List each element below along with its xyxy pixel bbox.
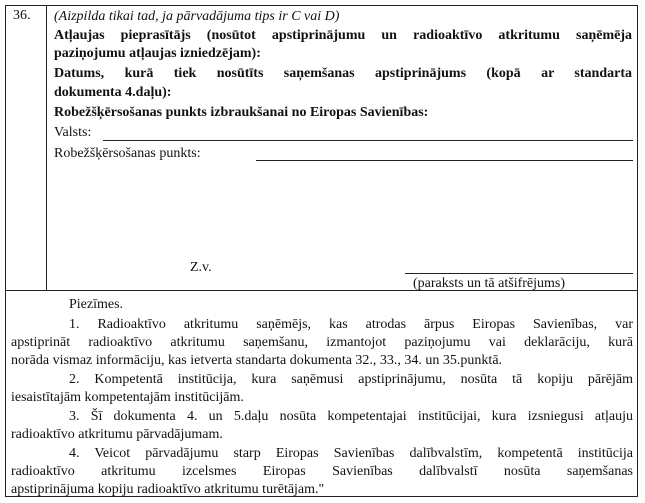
- note-3-line2: radioaktīvo atkritumu pārvadājumam.: [11, 427, 223, 442]
- border-point-field-line[interactable]: [256, 160, 633, 161]
- date-line1: Datums, kurā tiek nosūtīts saņemšanas apstiprinājums (kopā ar standarta: [54, 66, 632, 81]
- signature-caption: (paraksts un tā atšifrējums): [413, 276, 566, 291]
- date-line2: dokumenta 4.daļu):: [54, 85, 172, 100]
- note-2-line1: 2. Kompetentā institūcija, kura saņēmusi apstiprinājumu, nosūta tā kopiju pārējām: [69, 372, 633, 387]
- seal-label: Z.v.: [190, 260, 212, 275]
- permit-requester-line2: paziņojumu atļaujas izniedzējam):: [54, 46, 261, 61]
- note-3-line1: 3. Šī dokumenta 4. un 5.daļu nosūta kompetentajai institūcijai, kura izsniegusi atļauju: [69, 409, 633, 424]
- fill-instruction: (Aizpilda tikai tad, ja pārvadājuma tips ir C vai D): [54, 9, 340, 24]
- note-4-line3: apstiprinājuma kopiju radioaktīvo atkritumu turētājam.": [11, 482, 325, 497]
- notes-title: Piezīmes.: [69, 297, 124, 312]
- border-point-heading: Robežšķērsošanas punkts izbraukšanai no Eiropas Savienības:: [54, 105, 429, 120]
- number-column-divider: [46, 5, 47, 290]
- signature-line[interactable]: [405, 273, 633, 274]
- note-4-line1: 4. Veicot pārvadājumu starp Eiropas Savienības dalībvalstīm, kompetentā institūcija: [69, 446, 633, 461]
- note-1-line2: apstiprināt radioaktīvo atkritumu saņemšanu, izmantojot paziņojumu vai deklarāciju, kurā: [11, 335, 633, 350]
- note-1-line1: 1. Radioaktīvo atkritumu saņēmējs, kas atrodas ārpus Eiropas Savienības, var: [69, 317, 633, 332]
- border-point-label: Robežšķērsošanas punkts:: [54, 146, 201, 161]
- permit-requester-line1: Atļaujas pieprasītājs (nosūtot apstiprinājumu un radioaktīvo atkritumu saņēmēja: [54, 28, 632, 43]
- note-4-line2: radioaktīvo atkritumu izcelsmes Eiropas Savienības dalībvalstī nosūta saņemšanas: [11, 464, 633, 479]
- note-2-line2: iesaistītajām kompetentajām institūcijām.: [11, 390, 244, 405]
- note-1-line3: norāda vismaz informāciju, kas ietverta standarta dokumenta 32., 33., 34. un 35.punktā.: [11, 353, 503, 368]
- country-label: Valsts:: [54, 125, 92, 140]
- country-field-line[interactable]: [103, 140, 633, 141]
- section-number: 36.: [13, 8, 31, 23]
